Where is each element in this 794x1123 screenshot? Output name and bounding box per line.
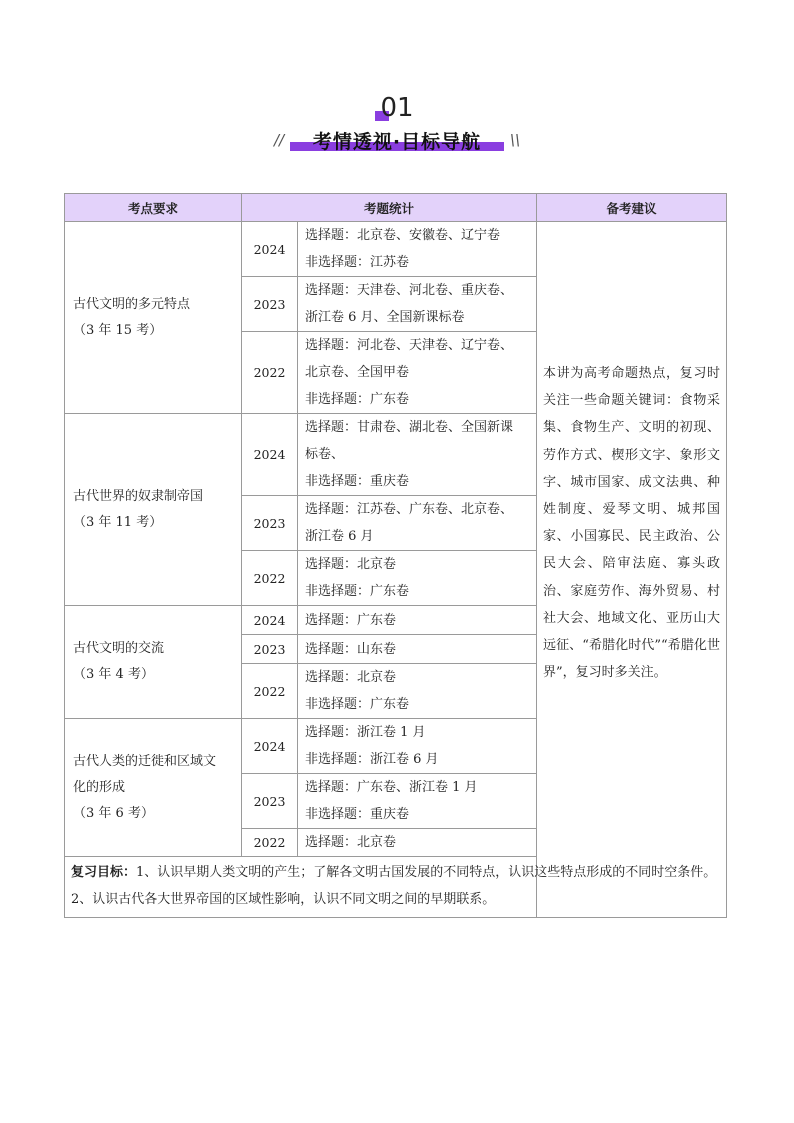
header-stats: 考题统计 bbox=[242, 194, 537, 222]
year-cell: 2022 bbox=[242, 332, 298, 414]
section-number-badge bbox=[375, 95, 419, 125]
stats-line: 浙江卷 6 月 bbox=[305, 529, 374, 544]
stats-line: 非选择题：广东卷 bbox=[305, 697, 410, 712]
topic-count: （3 年 15 考） bbox=[73, 322, 163, 338]
topic-name: 古代世界的奴隶制帝国 bbox=[73, 488, 204, 504]
topic-count: （3 年 4 考） bbox=[73, 667, 154, 682]
stats-cell bbox=[298, 332, 537, 414]
section-title-banner bbox=[268, 129, 526, 155]
year-cell: 2024 bbox=[242, 414, 298, 496]
year-cell: 2023 bbox=[242, 774, 298, 829]
stats-cell bbox=[298, 829, 537, 857]
table-row bbox=[65, 222, 727, 277]
header-topic: 考点要求 bbox=[65, 194, 242, 222]
stats-cell bbox=[298, 635, 537, 664]
stats-cell bbox=[298, 277, 537, 332]
year-cell: 2022 bbox=[242, 551, 298, 606]
topic-name: 古代文明的交流 bbox=[73, 641, 165, 656]
stats-cell bbox=[298, 496, 537, 551]
year-cell: 2024 bbox=[242, 606, 298, 635]
year-cell: 2022 bbox=[242, 829, 298, 857]
stats-line: 非选择题：浙江卷 6 月 bbox=[305, 752, 439, 767]
advice-cell: 本讲为高考命题热点，复习时关注一些命题关键词：食物采集、食物生产、文明的初现、劳作方式、楔形文字、象形文字、城市国家、成文法典、种姓制度、爱琴文明、城邦国家、小国寡民、民主政治、公民大会、陪审法庭、寡头政治、家庭劳作、海外贸易、村社大会、地域文化、亚历山大远征、“希腊化时代”“希腊化世界”，复习时多关注。 bbox=[537, 222, 727, 918]
year-cell: 2023 bbox=[242, 635, 298, 664]
stats-line: 选择题：天津卷、河北卷、重庆卷、 bbox=[305, 283, 514, 298]
topic-cell bbox=[65, 222, 242, 414]
stats-cell bbox=[298, 664, 537, 719]
stats-line: 标卷、 bbox=[305, 447, 345, 462]
topic-name-cont: 化的形成 bbox=[73, 779, 126, 795]
year-cell: 2023 bbox=[242, 496, 298, 551]
table-header-row bbox=[65, 194, 727, 222]
stats-line: 非选择题：广东卷 bbox=[305, 392, 410, 407]
goal-text-1: 1、认识早期人类文明的产生；了解各文明古国发展的不同特点，认识这些特点形成的不同时空条件。 bbox=[136, 865, 717, 880]
stats-line: 选择题：北京卷 bbox=[305, 557, 397, 572]
stats-line: 选择题：江苏卷、广东卷、北京卷、 bbox=[305, 502, 514, 517]
stats-cell bbox=[298, 719, 537, 774]
stats-line: 非选择题：江苏卷 bbox=[305, 255, 410, 270]
stats-line: 非选择题：重庆卷 bbox=[305, 807, 410, 822]
stats-line: 选择题：北京卷 bbox=[305, 670, 397, 685]
stats-line: 选择题：广东卷、浙江卷 1 月 bbox=[305, 780, 478, 795]
stats-cell bbox=[298, 606, 537, 635]
section-number: 01 bbox=[380, 93, 414, 123]
topic-name: 古代人类的迁徙和区域文 bbox=[73, 753, 217, 769]
topic-name: 古代文明的多元特点 bbox=[73, 296, 191, 312]
year-cell: 2024 bbox=[242, 222, 298, 277]
exam-analysis-table bbox=[64, 193, 727, 918]
stats-cell bbox=[298, 551, 537, 606]
goal-line-2: 2、认识古代各大世界帝国的区域性影响，认识不同文明之间的早期联系。 bbox=[71, 892, 496, 907]
stats-line: 选择题：河北卷、天津卷、辽宁卷、 bbox=[305, 338, 514, 353]
section-title: 考情透视·目标导航 bbox=[312, 131, 482, 153]
goal-line-1 bbox=[71, 859, 720, 886]
stats-line: 北京卷、全国甲卷 bbox=[305, 365, 410, 380]
stats-line: 选择题：山东卷 bbox=[305, 641, 397, 657]
slash-decoration-left: // bbox=[274, 131, 285, 149]
stats-line: 浙江卷 6 月、全国新课标卷 bbox=[305, 310, 465, 325]
topic-cell bbox=[65, 414, 242, 606]
section-header bbox=[0, 93, 794, 163]
stats-line: 非选择题：广东卷 bbox=[305, 584, 410, 599]
stats-cell bbox=[298, 774, 537, 829]
stats-line: 选择题：北京卷 bbox=[305, 835, 397, 850]
stats-cell bbox=[298, 414, 537, 496]
review-goals-cell bbox=[65, 857, 727, 918]
topic-cell bbox=[65, 606, 242, 719]
year-cell: 2023 bbox=[242, 277, 298, 332]
year-cell: 2024 bbox=[242, 719, 298, 774]
slash-decoration-right: \\ bbox=[509, 131, 520, 149]
topic-cell bbox=[65, 719, 242, 857]
goal-label: 复习目标： bbox=[71, 865, 137, 880]
stats-line: 选择题：浙江卷 1 月 bbox=[305, 725, 426, 740]
header-advice: 备考建议 bbox=[537, 194, 727, 222]
goal-row bbox=[65, 857, 727, 918]
topic-count: （3 年 11 考） bbox=[73, 514, 163, 530]
stats-line: 选择题：北京卷、安徽卷、辽宁卷 bbox=[305, 228, 501, 243]
stats-cell bbox=[298, 222, 537, 277]
stats-line: 选择题：甘肃卷、湖北卷、全国新课 bbox=[305, 420, 514, 435]
stats-line: 非选择题：重庆卷 bbox=[305, 474, 410, 489]
topic-count: （3 年 6 考） bbox=[73, 805, 154, 821]
year-cell: 2022 bbox=[242, 664, 298, 719]
stats-line: 选择题：广东卷 bbox=[305, 612, 397, 628]
